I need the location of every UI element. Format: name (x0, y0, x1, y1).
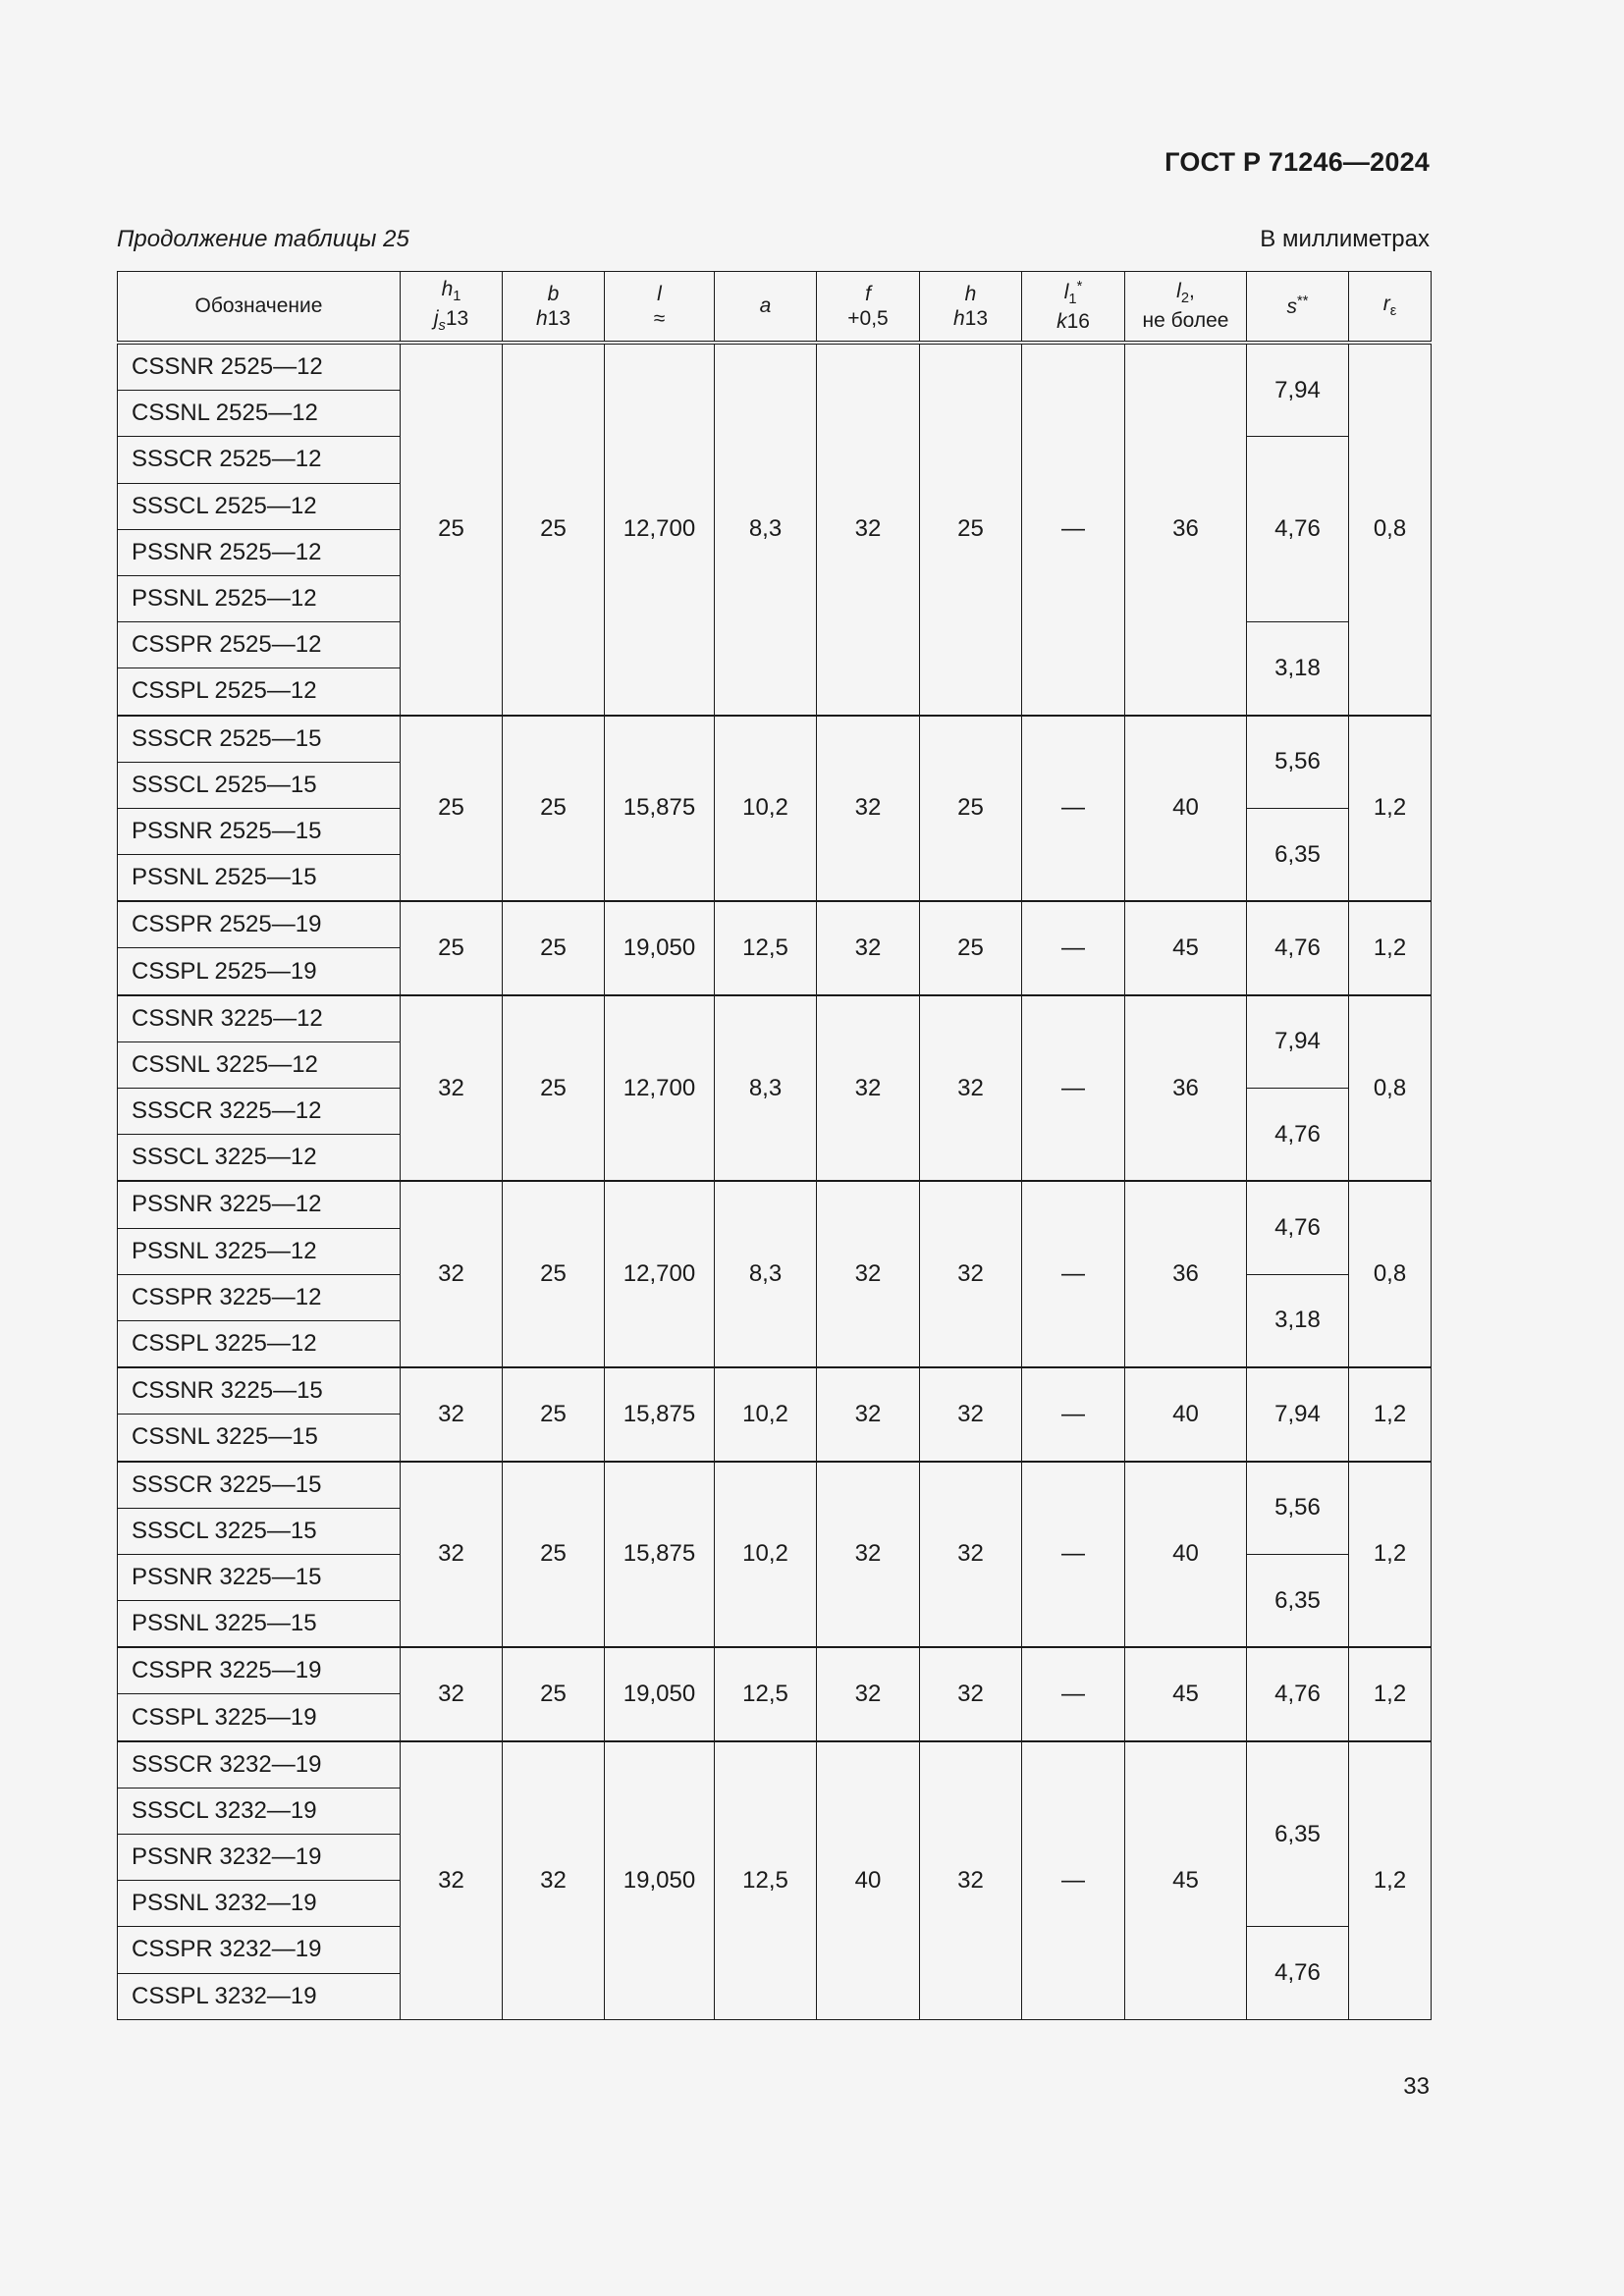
b-cell: 25 (503, 1462, 605, 1648)
a-cell: 10,2 (715, 1367, 817, 1461)
designation-cell: CSSPL 3225—19 (118, 1694, 401, 1741)
designation-cell: PSSNL 2525—12 (118, 575, 401, 621)
s-cell: 3,18 (1247, 1274, 1349, 1367)
r-cell: 1,2 (1349, 1462, 1432, 1648)
table-row (118, 1181, 1432, 1228)
header-s: s** (1247, 272, 1349, 344)
b-cell: 25 (503, 1367, 605, 1461)
l-cell: 12,700 (605, 343, 715, 716)
designation-cell: SSSCL 3225—15 (118, 1508, 401, 1554)
designation-cell: CSSPL 3225—12 (118, 1320, 401, 1367)
designation-cell: SSSCR 2525—12 (118, 437, 401, 483)
l1-cell: — (1022, 343, 1125, 716)
r-cell: 0,8 (1349, 343, 1432, 716)
h1-cell: 25 (401, 901, 503, 994)
h1-cell: 32 (401, 1741, 503, 2020)
s-cell: 4,76 (1247, 437, 1349, 622)
designation-cell: PSSNL 3225—12 (118, 1228, 401, 1274)
designation-cell: CSSNR 3225—15 (118, 1367, 401, 1415)
s-cell: 3,18 (1247, 622, 1349, 716)
designation-cell: CSSPR 2525—12 (118, 622, 401, 668)
header-b: b h13 (503, 272, 605, 344)
h1-cell: 32 (401, 1367, 503, 1461)
b-cell: 25 (503, 995, 605, 1182)
a-cell: 12,5 (715, 901, 817, 994)
r-cell: 1,2 (1349, 901, 1432, 994)
f-cell: 32 (817, 716, 920, 902)
designation-cell: CSSNL 3225—12 (118, 1041, 401, 1088)
table-caption: Продолжение таблицы 25 (117, 226, 409, 252)
h-cell: 25 (920, 716, 1022, 902)
designation-cell: PSSNL 3225—15 (118, 1601, 401, 1648)
r-cell: 1,2 (1349, 1367, 1432, 1461)
r-cell: 1,2 (1349, 1647, 1432, 1740)
designation-cell: SSSCR 3232—19 (118, 1741, 401, 1789)
l1-cell: — (1022, 1181, 1125, 1367)
l1-cell: — (1022, 1741, 1125, 2020)
designation-cell: CSSPL 2525—19 (118, 948, 401, 995)
h-cell: 25 (920, 343, 1022, 716)
r-cell: 0,8 (1349, 995, 1432, 1182)
s-cell: 6,35 (1247, 1741, 1349, 1927)
a-cell: 8,3 (715, 995, 817, 1182)
s-cell: 7,94 (1247, 995, 1349, 1089)
s-cell: 4,76 (1247, 1647, 1349, 1740)
l-cell: 12,700 (605, 1181, 715, 1367)
table-row (118, 343, 1432, 391)
a-cell: 10,2 (715, 716, 817, 902)
f-cell: 32 (817, 901, 920, 994)
designation-cell: CSSPR 3225—19 (118, 1647, 401, 1694)
l-cell: 19,050 (605, 1647, 715, 1740)
l-cell: 15,875 (605, 1462, 715, 1648)
l1-cell: — (1022, 1367, 1125, 1461)
l-cell: 19,050 (605, 901, 715, 994)
header-l: l ≈ (605, 272, 715, 344)
b-cell: 25 (503, 1181, 605, 1367)
l1-cell: — (1022, 901, 1125, 994)
f-cell: 32 (817, 995, 920, 1182)
h-cell: 32 (920, 1647, 1022, 1740)
a-cell: 8,3 (715, 343, 817, 716)
l1-cell: — (1022, 995, 1125, 1182)
h1-cell: 32 (401, 995, 503, 1182)
table-row (118, 995, 1432, 1042)
h-cell: 32 (920, 995, 1022, 1182)
designation-cell: PSSNR 3232—19 (118, 1835, 401, 1881)
dimensions-table (117, 271, 1432, 2020)
designation-cell: CSSPR 2525—19 (118, 901, 401, 948)
s-cell: 5,56 (1247, 716, 1349, 809)
designation-cell: PSSNR 3225—15 (118, 1554, 401, 1600)
designation-cell: PSSNL 2525—15 (118, 855, 401, 902)
s-cell: 6,35 (1247, 1554, 1349, 1647)
table-row (118, 1462, 1432, 1509)
l2-cell: 40 (1125, 1462, 1247, 1648)
header-h: h h13 (920, 272, 1022, 344)
l2-cell: 40 (1125, 1367, 1247, 1461)
header-l2: $l_2$, не более (1125, 272, 1247, 344)
f-cell: 32 (817, 1462, 920, 1648)
h-cell: 25 (920, 901, 1022, 994)
h-cell: 32 (920, 1462, 1022, 1648)
designation-cell: PSSNR 3225—12 (118, 1181, 401, 1228)
l-cell: 12,700 (605, 995, 715, 1182)
l2-cell: 45 (1125, 901, 1247, 994)
designation-cell: CSSNR 3225—12 (118, 995, 401, 1042)
l2-cell: 36 (1125, 995, 1247, 1182)
s-cell: 7,94 (1247, 1367, 1349, 1461)
designation-cell: CSSPL 2525—12 (118, 668, 401, 716)
designation-cell: CSSNL 2525—12 (118, 391, 401, 437)
table-row (118, 1647, 1432, 1694)
s-cell: 4,76 (1247, 1181, 1349, 1274)
header-l1: $l_1^*$ k16 (1022, 272, 1125, 344)
l1-cell: — (1022, 1462, 1125, 1648)
designation-cell: SSSCL 3232—19 (118, 1788, 401, 1834)
b-cell: 32 (503, 1741, 605, 2020)
h-cell: 32 (920, 1367, 1022, 1461)
l-cell: 19,050 (605, 1741, 715, 2020)
designation-cell: CSSNR 2525—12 (118, 343, 401, 391)
designation-cell: SSSCR 2525—15 (118, 716, 401, 763)
table-body (118, 343, 1432, 2019)
designation-cell: PSSNR 2525—15 (118, 808, 401, 854)
document-code: ГОСТ Р 71246—2024 (1164, 147, 1430, 177)
r-cell: 1,2 (1349, 1741, 1432, 2020)
r-cell: 0,8 (1349, 1181, 1432, 1367)
l2-cell: 45 (1125, 1647, 1247, 1740)
l1-cell: — (1022, 716, 1125, 902)
s-cell: 4,76 (1247, 1927, 1349, 2019)
s-cell: 6,35 (1247, 808, 1349, 901)
h1-cell: 32 (401, 1181, 503, 1367)
a-cell: 12,5 (715, 1647, 817, 1740)
l-cell: 15,875 (605, 716, 715, 902)
f-cell: 32 (817, 1647, 920, 1740)
table-header-row (118, 272, 1432, 344)
header-r: $r_\varepsilon$ (1349, 272, 1432, 344)
page-number: 33 (1403, 2073, 1430, 2100)
h-cell: 32 (920, 1741, 1022, 2020)
f-cell: 32 (817, 343, 920, 716)
h1-cell: 25 (401, 343, 503, 716)
designation-cell: CSSPL 3232—19 (118, 1973, 401, 2019)
table-row (118, 901, 1432, 948)
s-cell: 4,76 (1247, 1089, 1349, 1182)
b-cell: 25 (503, 1647, 605, 1740)
f-cell: 40 (817, 1741, 920, 2020)
designation-cell: SSSCR 3225—15 (118, 1462, 401, 1509)
table-row (118, 716, 1432, 763)
designation-cell: SSSCR 3225—12 (118, 1089, 401, 1135)
header-h1: $h_1$ $j_s13$ (401, 272, 503, 344)
header-designation: Обозначение (118, 272, 401, 344)
s-cell: 4,76 (1247, 901, 1349, 994)
l-cell: 15,875 (605, 1367, 715, 1461)
r-cell: 1,2 (1349, 716, 1432, 902)
l2-cell: 36 (1125, 1181, 1247, 1367)
b-cell: 25 (503, 343, 605, 716)
designation-cell: CSSNL 3225—15 (118, 1415, 401, 1462)
l2-cell: 36 (1125, 343, 1247, 716)
l1-cell: — (1022, 1647, 1125, 1740)
designation-cell: CSSPR 3225—12 (118, 1274, 401, 1320)
a-cell: 12,5 (715, 1741, 817, 2020)
designation-cell: SSSCL 2525—15 (118, 762, 401, 808)
a-cell: 10,2 (715, 1462, 817, 1648)
table-row (118, 1367, 1432, 1415)
header-a: a (715, 272, 817, 344)
s-cell: 7,94 (1247, 343, 1349, 437)
s-cell: 5,56 (1247, 1462, 1349, 1555)
designation-cell: PSSNR 2525—12 (118, 529, 401, 575)
h1-cell: 32 (401, 1647, 503, 1740)
h1-cell: 25 (401, 716, 503, 902)
l2-cell: 40 (1125, 716, 1247, 902)
f-cell: 32 (817, 1367, 920, 1461)
table-row (118, 1741, 1432, 1789)
h1-cell: 32 (401, 1462, 503, 1648)
designation-cell: CSSPR 3232—19 (118, 1927, 401, 1973)
l2-cell: 45 (1125, 1741, 1247, 2020)
units-note: В миллиметрах (1260, 226, 1430, 252)
designation-cell: PSSNL 3232—19 (118, 1881, 401, 1927)
h-cell: 32 (920, 1181, 1022, 1367)
designation-cell: SSSCL 3225—12 (118, 1135, 401, 1182)
a-cell: 8,3 (715, 1181, 817, 1367)
b-cell: 25 (503, 716, 605, 902)
f-cell: 32 (817, 1181, 920, 1367)
b-cell: 25 (503, 901, 605, 994)
designation-cell: SSSCL 2525—12 (118, 483, 401, 529)
header-f: f +0,5 (817, 272, 920, 344)
